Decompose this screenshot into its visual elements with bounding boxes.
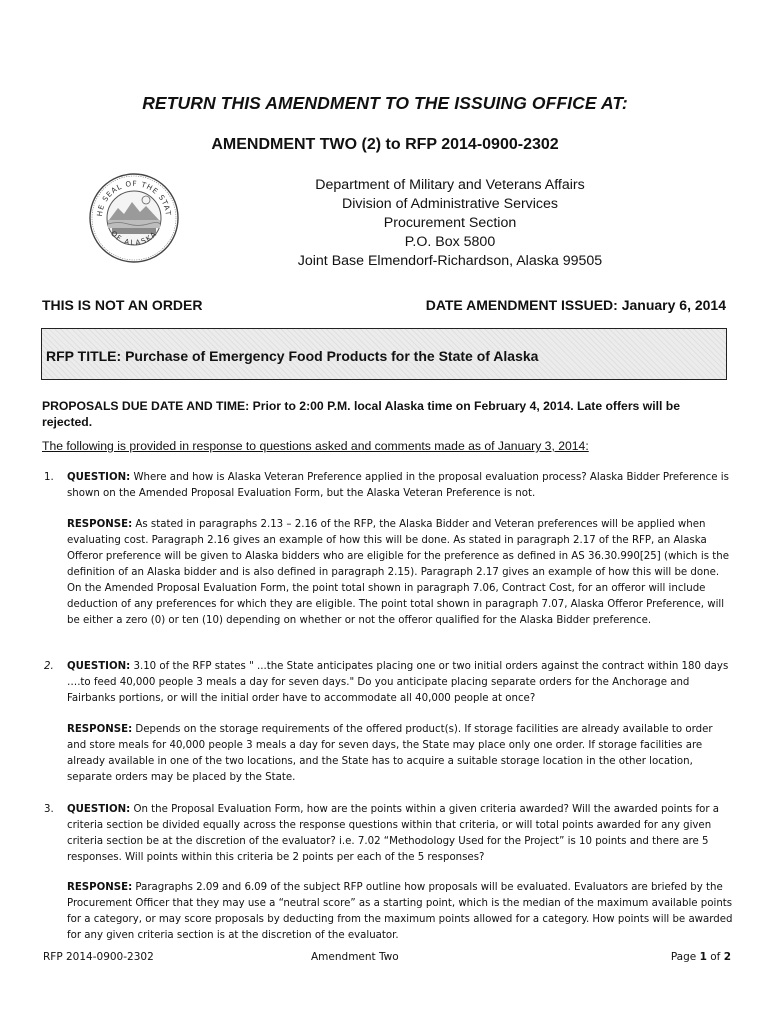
item-number: 2.: [44, 661, 54, 672]
question-item-1: [44, 470, 734, 502]
svg-text:OF ALASKA: OF ALASKA: [108, 228, 159, 248]
address-division: Division of Administrative Services: [341, 196, 559, 212]
state-seal-icon: [88, 172, 180, 264]
response-item-3: RESPONSE: Paragraphs 2.09 and 6.09 of the subject RFP outline how proposals will be evaluated. Evaluators are briefed by the Procurement Officer that they may use a “neutral score” as a starting point, which is the median of the maximum available points for a category, or may score proposals by deducting from the maximum points allowed for a category. How points will be awarded for any given criteria section is at the discretion of the evaluator.: [67, 882, 733, 941]
amendment-title: AMENDMENT TWO (2) to RFP 2014-0900-2302: [211, 136, 559, 153]
response-item-2: RESPONSE: Depends on the storage requirements of the offered product(s). If storage facilities are already available to order and store meals for 40,000 people 3 meals a day for seven days, the State may place only one order. If storage facilities are already available in one of the two locations, and the State has to acquire a suitable storage location in the other location, separate orders may be placed by the State.: [67, 724, 713, 783]
response-item-1: RESPONSE: As stated in paragraphs 2.13 – 2.16 of the RFP, the Alaska Bidder and Veteran preferences will be applied when evaluating cost. Paragraph 2.16 gives an example of how this will be done. As stated in paragraph 2.17 of the RFP, an Alaska Offeror preference will be given to Alaska bidders who are eligible for the preference as defined in AS 36.30.990[25] (which is the definition of an Alaska bidder and is also defined in paragraph 2.15). Paragraph 2.17 gives an example of how this will be done. On the Amended Proposal Evaluation Form, the point total shown in paragraph 7.06, Contract Cost, for an offeror will include deduction of any preferences for which they are eligible. The point total shown in paragraph 7.07, Alaska Offeror Preference, will be either a zero (0) or ten (10) depending on whether or not the offeror qualified for the Alaska Bidder preference.: [67, 519, 729, 626]
rfp-title: RFP TITLE: Purchase of Emergency Food Products for the State of Alaska: [46, 348, 539, 364]
response-label: RESPONSE:: [67, 882, 133, 893]
questions-intro: The following is provided in response to questions asked and comments made as of January 3, 2014:: [42, 439, 589, 453]
proposal-due-date: PROPOSALS DUE DATE AND TIME: Prior to 2:00 P.M. local Alaska time on February 4, 2014. Late offers will be rejected.: [42, 399, 680, 429]
question-text: QUESTION: On the Proposal Evaluation Form, how are the points within a given criteria awarded? Will the awarded points for a criteria section be divided equally across the response questions within that criteria, or will total points awarded for any given criteria section be at the discretion of the evaluator? i.e. 7.02 “Methodology Used for the Project” is 10 points and there are 5 responses. Will points within this criteria be 2 points per each of the 5 responses?: [67, 804, 719, 863]
question-text: QUESTION: Where and how is Alaska Veteran Preference applied in the proposal evaluation process? Alaska Bidder Preference is shown on the Amended Proposal Evaluation Form, but the Alaska Veteran Preference is not.: [67, 472, 729, 499]
address-po-box: P.O. Box 5800: [404, 234, 496, 250]
page-footer: [43, 951, 731, 967]
address-section: Procurement Section: [383, 215, 517, 231]
response-label: RESPONSE:: [67, 724, 133, 735]
footer-page-number: Page 1 of 2: [670, 951, 731, 963]
item-number: 1.: [44, 472, 54, 483]
rfp-title-box: [41, 328, 727, 380]
question-item-2: [44, 659, 734, 707]
question-text: QUESTION: 3.10 of the RFP states " ...the State anticipates placing one or two initial orders against the contract within 180 days ….to feed 40,000 people 3 meals a day for seven days." Do you anticipate placing separate orders for the Anchorage and Fairbanks portions, or will the initial order have to accommodate all 40,000 people at once?: [67, 661, 729, 704]
date-issued-label: DATE AMENDMENT ISSUED: January 6, 2014: [425, 297, 726, 313]
not-an-order-label: THIS IS NOT AN ORDER: [42, 297, 203, 313]
question-label: QUESTION:: [67, 472, 131, 483]
footer-rfp-number: RFP 2014-0900-2302: [43, 951, 154, 963]
address-department: Department of Military and Veterans Affairs: [315, 177, 585, 193]
address-city: Joint Base Elmendorf-Richardson, Alaska 99505: [297, 253, 603, 269]
question-label: QUESTION:: [67, 661, 131, 672]
question-label: QUESTION:: [67, 804, 131, 815]
issuing-office-address: [190, 176, 710, 271]
svg-text:THE SEAL OF THE STATE: HE SEAL OF THE STAT: [94, 178, 174, 217]
item-number: 3.: [44, 804, 54, 815]
footer-amendment: Amendment Two: [311, 951, 399, 963]
response-label: RESPONSE:: [67, 519, 133, 530]
return-to-office-heading: RETURN THIS AMENDMENT TO THE ISSUING OFFICE AT:: [142, 93, 628, 113]
question-item-3: [44, 802, 734, 866]
